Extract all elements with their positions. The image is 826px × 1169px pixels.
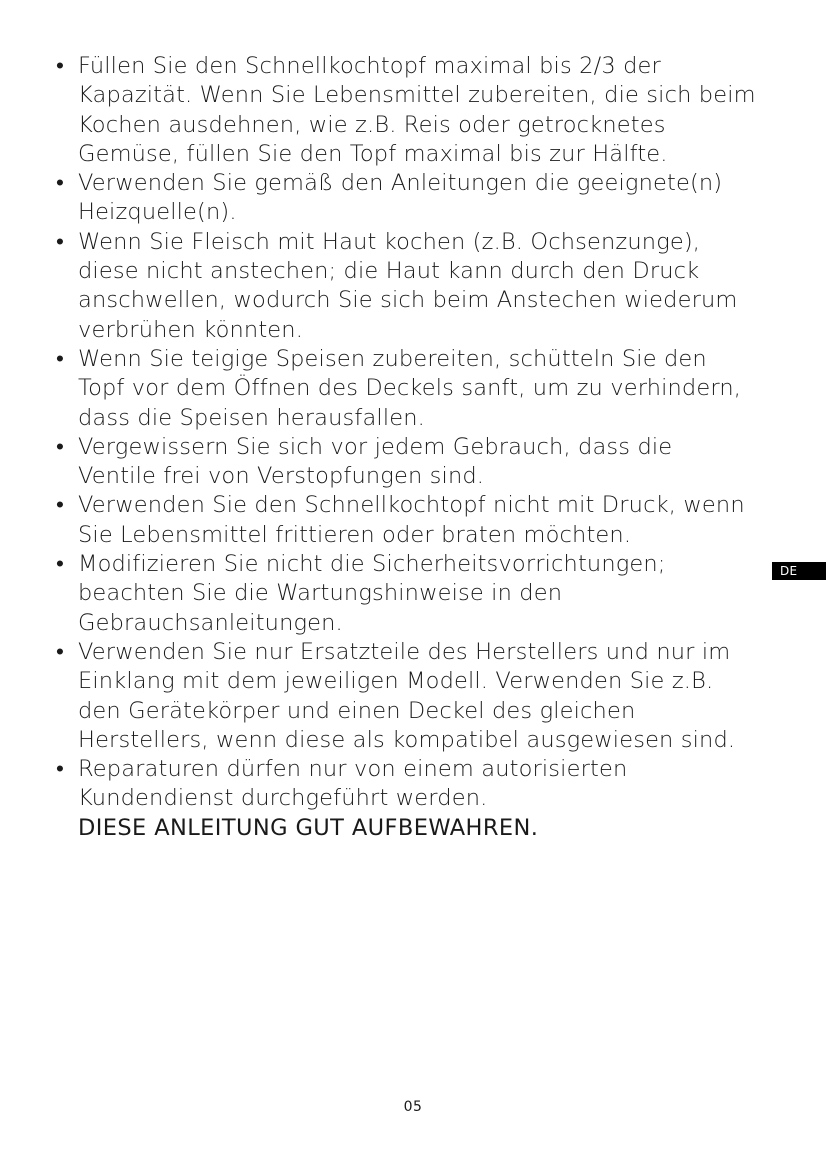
instructions-content — [56, 52, 756, 843]
safety-bullet-list — [56, 52, 756, 814]
bullet-text: Modifizieren Sie nicht die Sicherheitsvorrichtungen; beachten Sie die Wartungshinweise in den Gebrauchsanleitungen. — [78, 551, 666, 636]
list-item — [56, 345, 756, 433]
list-item — [56, 491, 756, 550]
list-item — [56, 52, 756, 169]
bullet-text: Reparaturen dürfen nur von einem autorisierten Kundendienst durchgeführt werden. — [78, 756, 628, 812]
list-item — [56, 169, 756, 228]
bullet-text: Füllen Sie den Schnellkochtopf maximal bis 2/3 der Kapazität. Wenn Sie Lebensmittel zubereiten, die sich beim Kochen ausdehnen, wie z.B. Reis oder getrocknetes Gemüse, füllen Sie den Topf maximal bis zur Hälfte. — [78, 53, 756, 167]
bullet-icon: • — [56, 756, 65, 783]
page-number: 05 — [403, 1099, 423, 1115]
list-item — [56, 638, 756, 755]
bullet-icon: • — [56, 433, 65, 460]
list-item — [56, 433, 756, 492]
bullet-text: Verwenden Sie den Schnellkochtopf nicht mit Druck, wenn Sie Lebensmittel frittieren oder braten möchten. — [78, 492, 745, 548]
list-item — [56, 550, 756, 638]
bullet-icon: • — [56, 53, 65, 79]
bullet-icon: • — [56, 170, 65, 197]
bullet-icon: • — [56, 228, 65, 255]
bullet-text: Verwenden Sie nur Ersatzteile des Herstellers und nur im Einklang mit dem jeweiligen Modell. Verwenden Sie z.B. den Gerätekörper und einen Deckel des gleichen Herstellers, wenn diese als kompatibel ausgewiesen sind. — [78, 638, 736, 753]
closing-note: DIESE ANLEITUNG GUT AUFBEWAHREN. — [78, 814, 539, 841]
list-item — [56, 228, 756, 345]
bullet-text: Wenn Sie Fleisch mit Haut kochen (z.B. Ochsenzunge), diese nicht anstechen; die Haut kann durch den Druck anschwellen, wodurch Sie sich beim Anstechen wiederum verbrühen könnten. — [78, 228, 738, 343]
bullet-text: Verwenden Sie gemäß den Anleitungen die geeignete(n) Heizquelle(n). — [78, 170, 723, 226]
list-item — [56, 755, 756, 814]
bullet-icon: • — [56, 345, 65, 372]
bullet-icon: • — [56, 551, 65, 578]
language-tab: DE — [772, 562, 826, 580]
bullet-icon: • — [56, 638, 65, 665]
bullet-icon: • — [56, 492, 65, 519]
bullet-text: Wenn Sie teigige Speisen zubereiten, schütteln Sie den Topf vor dem Öffnen des Deckels sanft, um zu verhindern, dass die Speisen herausfallen. — [78, 345, 742, 431]
bullet-text: Vergewissern Sie sich vor jedem Gebrauch, dass die Ventile frei von Verstopfungen sind. — [78, 433, 673, 490]
